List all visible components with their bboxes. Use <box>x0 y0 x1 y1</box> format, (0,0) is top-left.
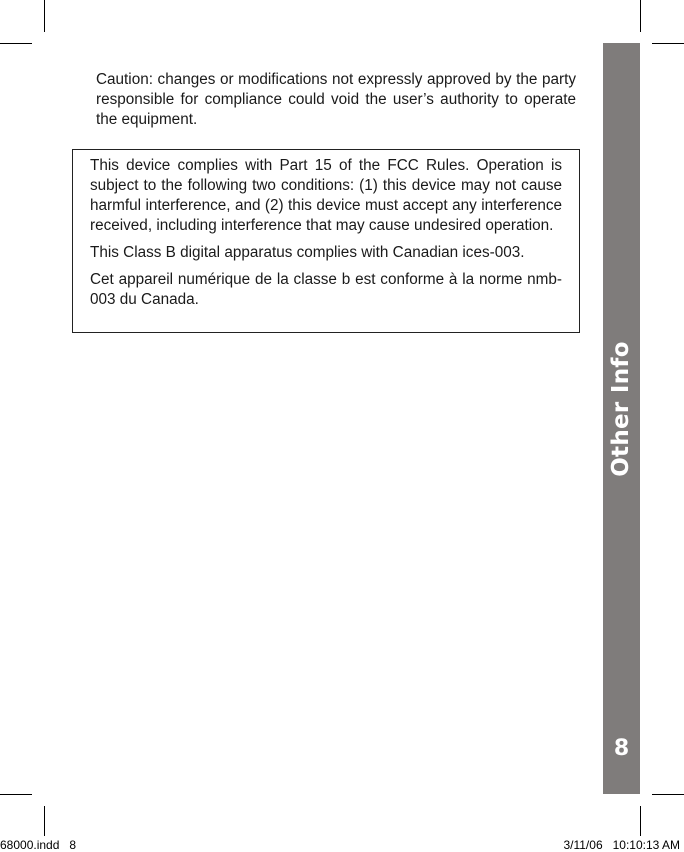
caution-paragraph: Caution: changes or modifications not expressly approved by the party responsible for compliance could void the user’s authority to operate the equipment. <box>96 71 576 128</box>
canada-french-statement: Cet appareil numérique de la classe b est conforme à la norme nmb-003 du Canada. <box>90 271 562 308</box>
fcc-statement-paragraph: This device complies with Part 15 of the FCC Rules. Operation is subject to the following two conditions: (1) this device may not cause harmful interference, and (2) this device must accept any interference received, including interference that may cause undesired operation. <box>90 157 562 234</box>
crop-mark-top-right-vertical <box>640 0 641 32</box>
crop-mark-bottom-right-horizontal <box>652 794 684 795</box>
page-number: 8 <box>613 736 630 761</box>
section-tab-label: Other Info <box>608 341 634 477</box>
fcc-compliance-box <box>72 149 580 333</box>
crop-mark-bottom-left-vertical <box>44 806 45 836</box>
slug-datetime: 3/11/06 10:10:13 AM <box>563 838 680 852</box>
crop-mark-bottom-right-vertical <box>640 806 641 836</box>
slug-file-name: 68000.indd 8 <box>0 838 77 852</box>
canada-english-statement: This Class B digital apparatus complies with Canadian ices-003. <box>90 244 525 261</box>
crop-mark-bottom-left-horizontal <box>0 794 32 795</box>
crop-mark-top-left-horizontal <box>0 43 32 44</box>
crop-mark-top-left-vertical <box>44 0 45 32</box>
crop-mark-top-right-horizontal <box>652 43 684 44</box>
